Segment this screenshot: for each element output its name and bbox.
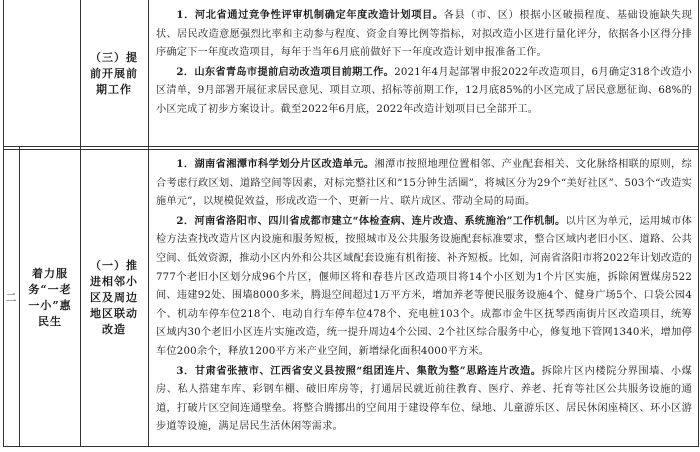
paragraph-lead: 1．河北省通过竞争性评审机制确定年度改造计划项目。 <box>176 9 444 21</box>
paragraph-lead: 3．甘肃省张掖市、江西省安义县按照“组团连片、集散为整”思路连片改造。 <box>176 364 542 377</box>
paragraph <box>156 362 692 437</box>
paragraph <box>156 155 692 212</box>
section-number <box>4 150 19 446</box>
paragraph <box>156 6 692 63</box>
section-number-text: 二 <box>5 291 18 304</box>
paragraph-lead: 2．山东省青岛市提前启动改造项目前期工作。 <box>176 65 395 78</box>
paragraph <box>156 212 692 362</box>
paragraph-body: 2021年4月起部署申报2022年改造项目，6月确定318个改造小区清单，9月部署开展征求居民意见、项目立项、招标等前期工作，12月底85%的小区完成了居民意愿征询、68%的小区完成了初步方案设计。截至2022年6月底，2022年改造计划项目已全部开工。 <box>156 66 693 115</box>
paragraph <box>156 63 692 120</box>
content-top <box>156 6 692 144</box>
paragraph-lead: 1．湖南省湘潭市科学划分片区改造单元。 <box>176 158 375 170</box>
item-label-bottom-text: （一）推进相邻小区及周边地区联动改造 <box>90 259 138 336</box>
paragraph-lead: 2．河南省洛阳市、四川省成都市建立“体检查病、连片改造、系统施治”工作机制。 <box>176 214 566 227</box>
paragraph-body: 湘潭市按照地理位置相邻、产业配套相关、文化脉络相联的原则，综合考虑行政区划、道路空间等因素，对标完整社区和“15分钟生活圈”，将城区分为29个“美好社区”、503个“改造实施单元”，以规模促效益，形成改造一个、更新一片、联片成区、带动全局的局面。 <box>156 159 692 208</box>
category-label-text: 着力服务“一老一小”惠民生 <box>28 267 72 328</box>
paragraph-body: 拆除片区内楼院分界围墙、小煤房、私人搭建车库、彩钢车棚、破旧库房等，打通居民就近前往教育、医疗、养老、托育等社区公共服务设施的通道，打破片区空间连通壁垒。将整合腾挪出的空间用于建设停车位、绿地、儿童游乐区、居民休闲座椅区、环小区游步道等设施，满足居民生活休闲等需求。 <box>156 365 692 433</box>
item-label-top-text: （三）提前开展前期工作 <box>90 51 138 96</box>
paragraph-body: 各县（市、区）根据小区破损程度、基础设施缺失现状、居民改造意愿强烈比率和主动参与程度、资金自筹比例等指标，对拟改造小区进行量化评分，依据各小区得分排序确定下一年度改造项目，每年于当年6月底前做好下一年度改造计划申报准备工作。 <box>156 10 692 59</box>
item-label-bottom <box>86 150 142 446</box>
item-label-top <box>86 10 142 138</box>
col-divider <box>148 0 149 446</box>
col-divider <box>80 0 81 446</box>
policy-table <box>3 0 699 447</box>
category-label <box>23 150 77 446</box>
col-divider <box>19 146 20 446</box>
paragraph-body: 以片区为单元，运用城市体检方法查找改造片区内设施和服务短板，按照城市及公共服务设施配套标准要求，整合区域内老旧小区、道路、公共空间、低效资源，推动小区内外和公共区域配套设施有机衔接、补齐短板。比如，河南省洛阳市将2022年计划改造的777个老旧小区划分成96个片区，偃师区将和春巷片区改造项目将14个小区划为1个片区实施，拆除闲置煤房522间、违建92处、围墙8000多米，腾退空间超过1万平方米，增加养老等便民服务设施4个、健身广场5个、口袋公园4个、机动车停车位218个、电动自行车停车位478个、充电桩103个。成都市金牛区抚琴西南街片区改造项目，统筹区域内30个老旧小区连片实施改造，统一提升周边4个公园、2个社区综合服务中心，修复地下管网1340米，增加停车位200余个，释放1200平方米产业空间，新增绿化面积4000平方米。 <box>156 215 693 357</box>
content-bottom <box>156 155 692 444</box>
row-divider <box>4 146 698 147</box>
